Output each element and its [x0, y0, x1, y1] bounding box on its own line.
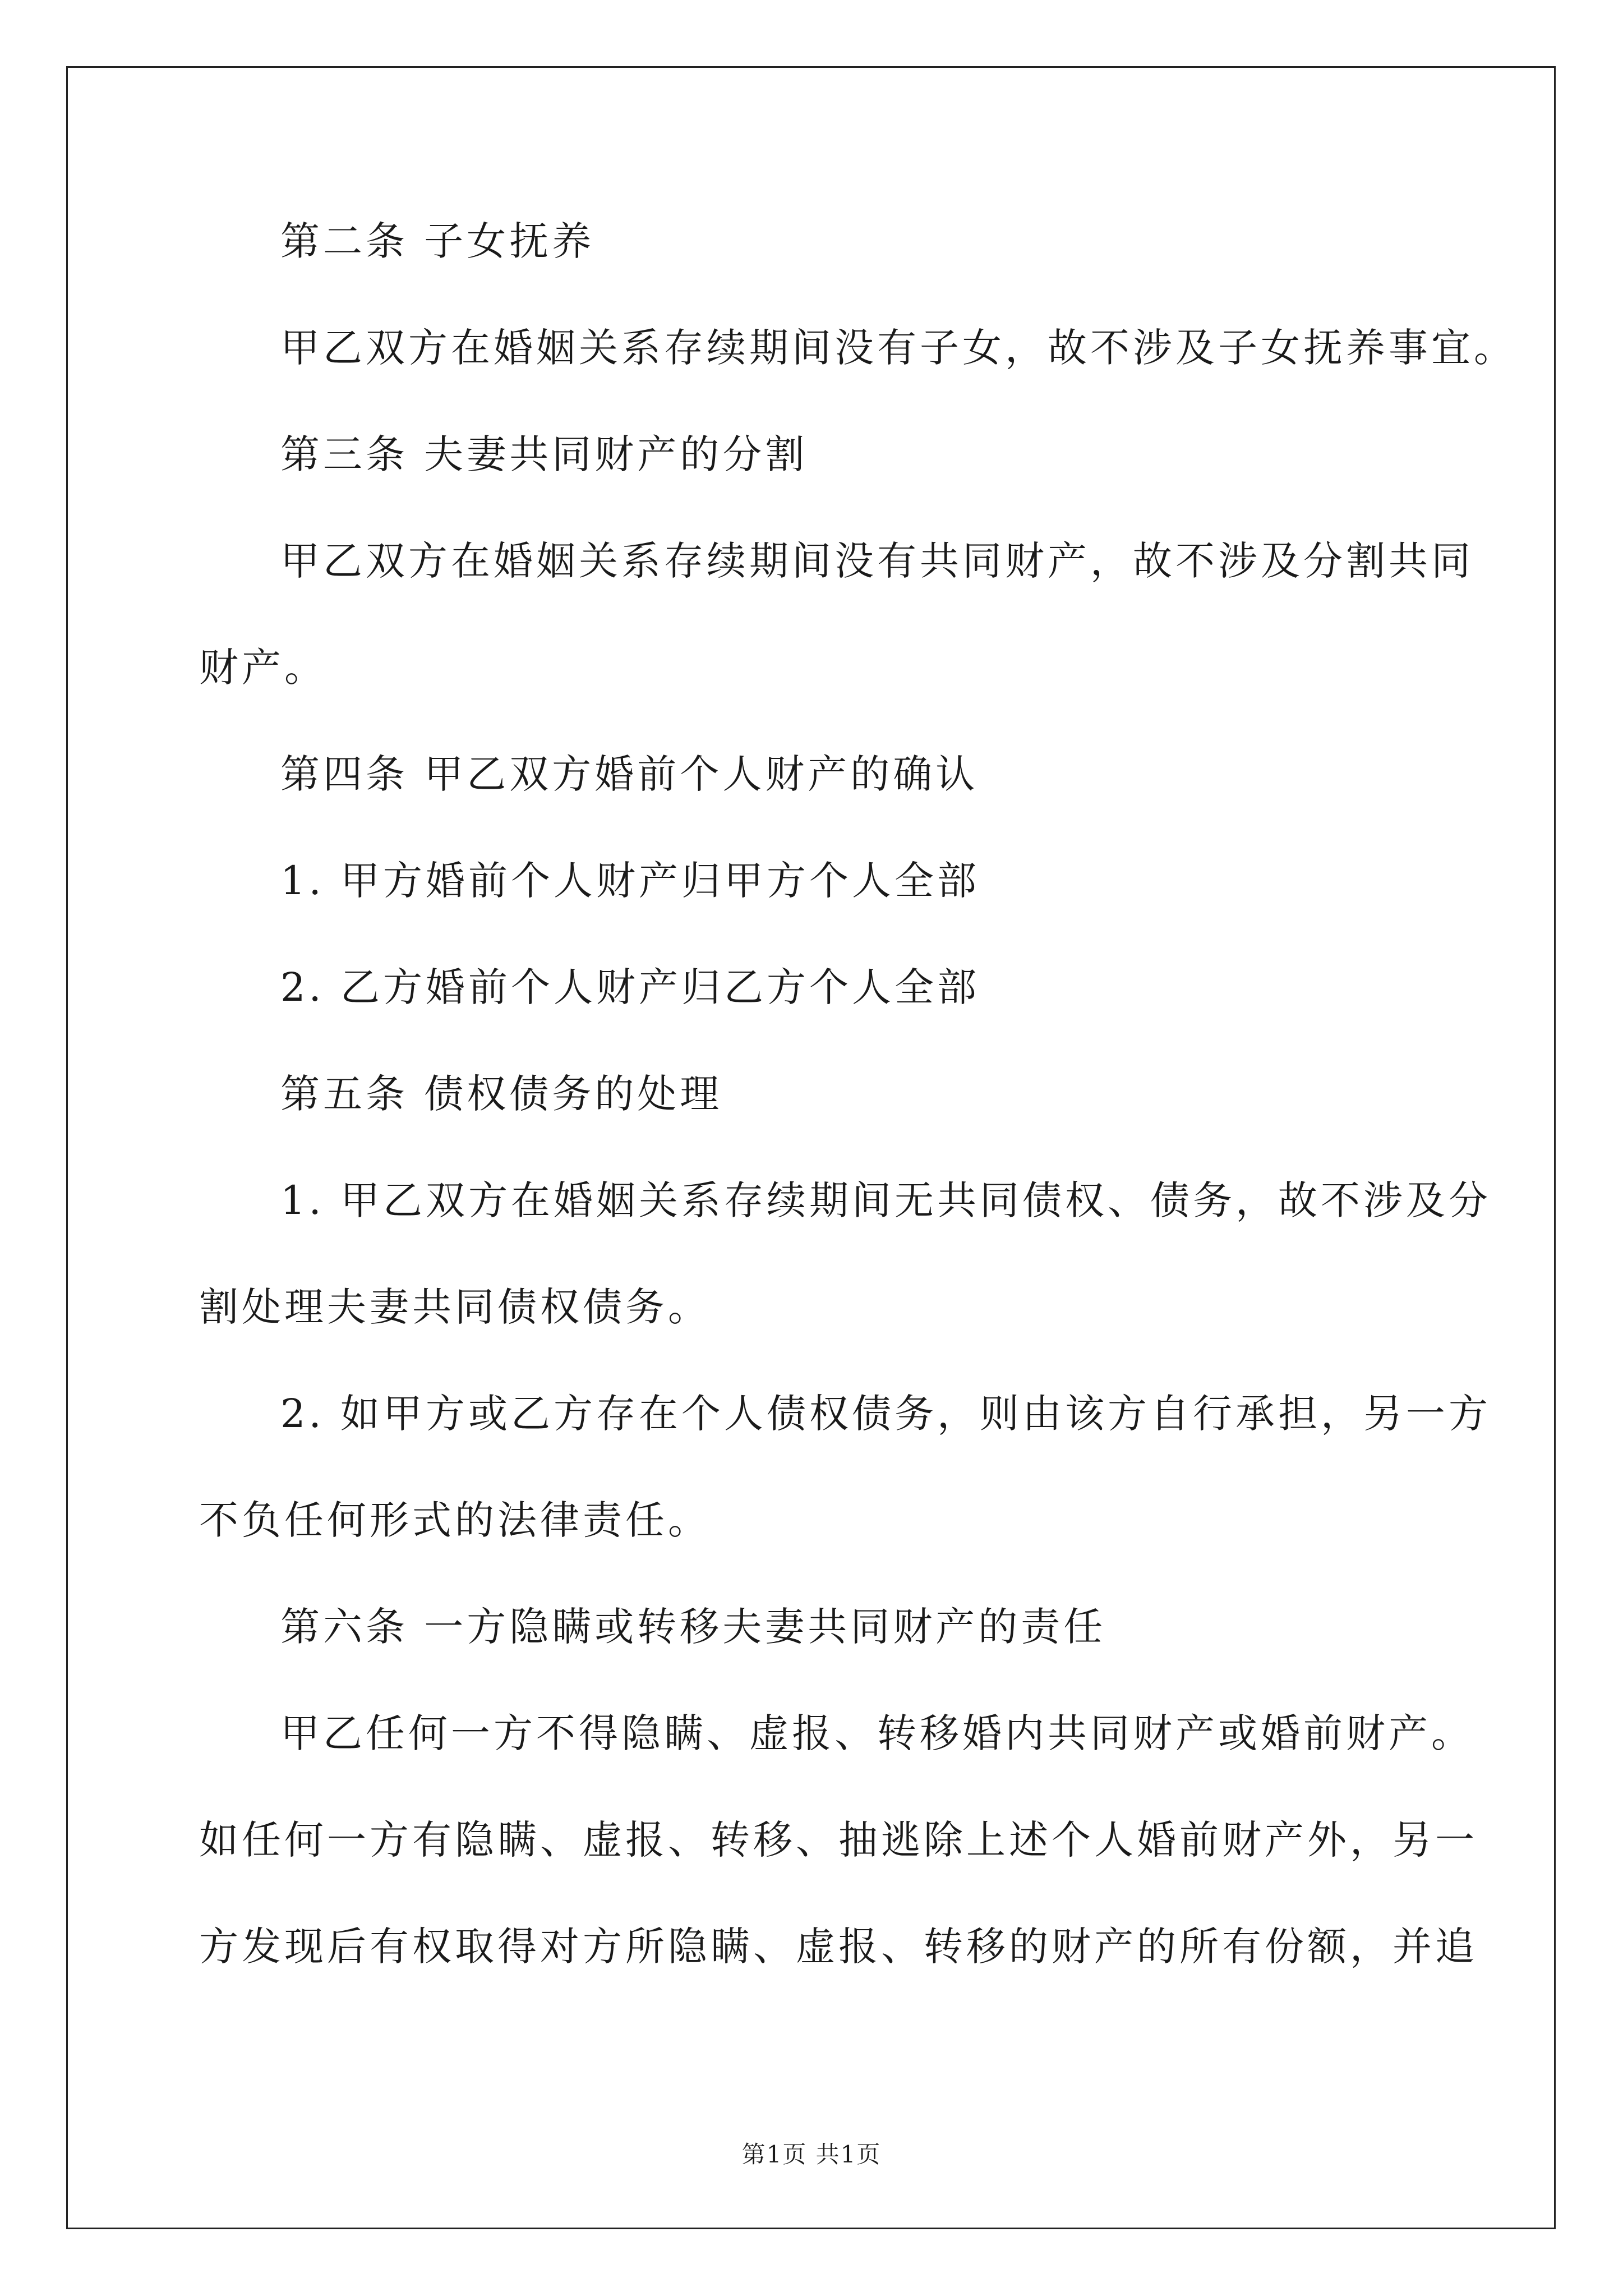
article-2-text: 甲乙双方在婚姻关系存续期间没有子女，故不涉及子女抚养事宜。: [280, 325, 1516, 371]
page-border: [66, 66, 1556, 2229]
article-5-item-1-line2: 割处理夫妻共同债权债务。: [199, 1284, 711, 1330]
article-4-item-2: 2. 乙方婚前个人财产归乙方个人全部: [280, 964, 980, 1010]
article-3-heading: 第三条 夫妻共同财产的分割: [280, 431, 808, 477]
article-5-heading: 第五条 债权债务的处理: [280, 1071, 723, 1117]
article-6-text-line3: 方发现后有权取得对方所隐瞒、虚报、转移的财产的所有份额，并追: [199, 1924, 1478, 1970]
article-5-item-2-line1: 2. 如甲方或乙方存在个人债权债务，则由该方自行承担，另一方: [280, 1391, 1492, 1437]
article-6-text-line2: 如任何一方有隐瞒、虚报、转移、抽逃除上述个人婚前财产外，另一: [199, 1817, 1478, 1863]
article-5-item-2-line2: 不负任何形式的法律责任。: [199, 1497, 711, 1543]
article-6-text-line1: 甲乙任何一方不得隐瞒、虚报、转移婚内共同财产或婚前财产。: [280, 1710, 1474, 1756]
article-4-heading: 第四条 甲乙双方婚前个人财产的确认: [280, 751, 979, 797]
article-4-item-1: 1. 甲方婚前个人财产归甲方个人全部: [280, 858, 980, 904]
page-footer: 第1页 共1页: [741, 2141, 882, 2168]
article-5-item-1-line1: 1. 甲乙双方在婚姻关系存续期间无共同债权、债务，故不涉及分: [280, 1177, 1492, 1223]
article-2-heading: 第二条 子女抚养: [280, 218, 595, 264]
article-3-text-line1: 甲乙双方在婚姻关系存续期间没有共同财产，故不涉及分割共同: [280, 538, 1474, 584]
article-6-heading: 第六条 一方隐瞒或转移夫妻共同财产的责任: [280, 1604, 1106, 1650]
article-3-text-line2: 财产。: [199, 645, 327, 691]
